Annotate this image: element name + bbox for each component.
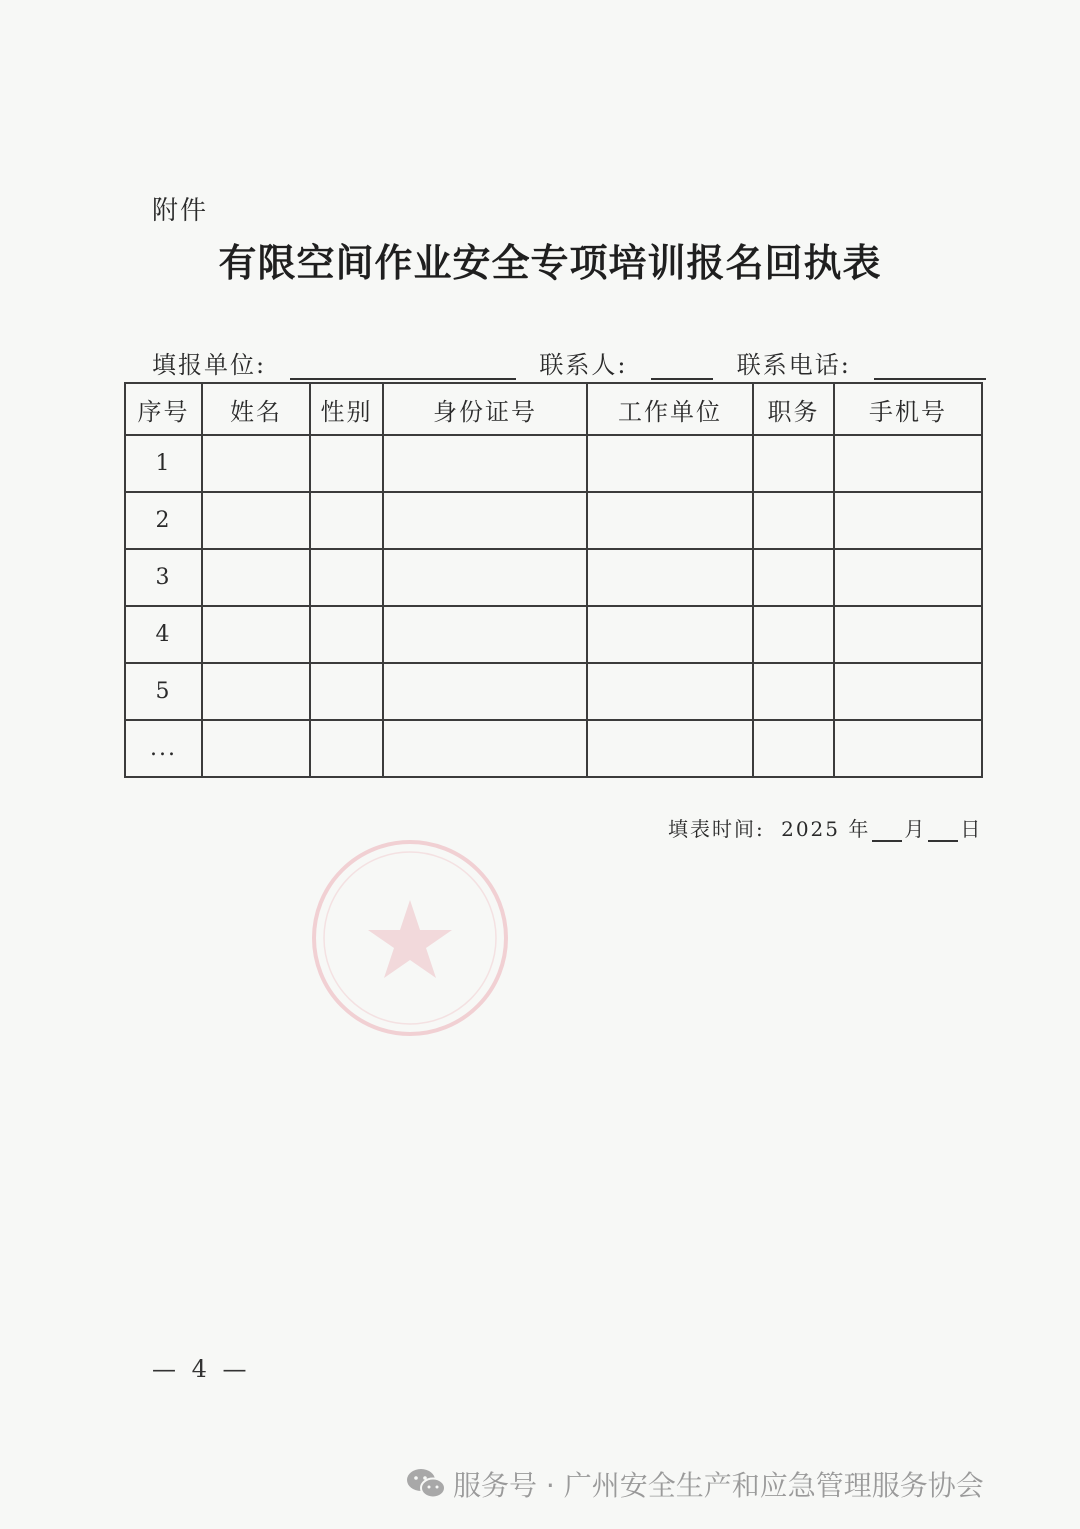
- position-cell[interactable]: [753, 663, 834, 720]
- fill-date-month-unit: 月: [904, 817, 927, 841]
- page-title: 有限空间作业安全专项培训报名回执表: [218, 240, 882, 285]
- table-row: [125, 663, 982, 720]
- name-cell[interactable]: [202, 663, 310, 720]
- work-unit-cell[interactable]: [587, 663, 753, 720]
- work-unit-cell[interactable]: [587, 492, 753, 549]
- name-cell[interactable]: [202, 606, 310, 663]
- position-cell[interactable]: [753, 435, 834, 492]
- id-number-cell[interactable]: [383, 549, 587, 606]
- seq-cell: ...: [125, 720, 202, 777]
- page-number: — 4 —: [152, 1355, 251, 1383]
- table-row: [125, 720, 982, 777]
- table-row: [125, 492, 982, 549]
- registration-table: [124, 382, 983, 778]
- fill-date-year-unit: 年: [848, 817, 871, 841]
- gender-cell[interactable]: [310, 720, 383, 777]
- seq-cell: 1: [125, 435, 202, 492]
- seq-cell: 3: [125, 549, 202, 606]
- work-unit-cell[interactable]: [587, 720, 753, 777]
- info-line: [152, 345, 986, 380]
- name-cell[interactable]: [202, 435, 310, 492]
- gender-cell[interactable]: [310, 549, 383, 606]
- phone-blank: [874, 354, 986, 380]
- header-name: 姓名: [202, 383, 310, 435]
- id-number-cell[interactable]: [383, 606, 587, 663]
- position-cell[interactable]: [753, 720, 834, 777]
- seq-cell: 4: [125, 606, 202, 663]
- unit-blank: [290, 354, 516, 380]
- day-blank[interactable]: [928, 822, 958, 842]
- watermark-text: 服务号 · 广州安全生产和应急管理服务协会: [453, 1469, 984, 1502]
- name-cell[interactable]: [202, 720, 310, 777]
- wechat-icon: [405, 1466, 447, 1502]
- table-header-row: [125, 383, 982, 435]
- name-cell[interactable]: [202, 549, 310, 606]
- table-row: [125, 606, 982, 663]
- table-row: [125, 435, 982, 492]
- fill-date: [668, 813, 982, 842]
- mobile-cell[interactable]: [834, 492, 982, 549]
- gender-cell[interactable]: [310, 663, 383, 720]
- work-unit-cell[interactable]: [587, 606, 753, 663]
- phone-label: 联系电话:: [736, 351, 851, 379]
- table-row: [125, 549, 982, 606]
- seq-cell: 2: [125, 492, 202, 549]
- fill-date-year: 2025: [781, 817, 841, 841]
- contact-blank: [651, 354, 713, 380]
- gender-cell[interactable]: [310, 606, 383, 663]
- header-mobile: 手机号: [834, 383, 982, 435]
- official-seal: [302, 838, 518, 1038]
- header-work-unit: 工作单位: [587, 383, 753, 435]
- work-unit-cell[interactable]: [587, 549, 753, 606]
- header-seq: 序号: [125, 383, 202, 435]
- unit-label: 填报单位:: [152, 351, 267, 379]
- gender-cell[interactable]: [310, 435, 383, 492]
- id-number-cell[interactable]: [383, 663, 587, 720]
- id-number-cell[interactable]: [383, 492, 587, 549]
- seq-cell: 5: [125, 663, 202, 720]
- id-number-cell[interactable]: [383, 435, 587, 492]
- month-blank[interactable]: [872, 822, 902, 842]
- work-unit-cell[interactable]: [587, 435, 753, 492]
- id-number-cell[interactable]: [383, 720, 587, 777]
- fill-date-label: 填表时间:: [668, 817, 765, 841]
- mobile-cell[interactable]: [834, 606, 982, 663]
- mobile-cell[interactable]: [834, 549, 982, 606]
- position-cell[interactable]: [753, 549, 834, 606]
- contact-label: 联系人:: [539, 351, 628, 379]
- watermark: [405, 1464, 984, 1504]
- gender-cell[interactable]: [310, 492, 383, 549]
- mobile-cell[interactable]: [834, 435, 982, 492]
- header-gender: 性别: [310, 383, 383, 435]
- mobile-cell[interactable]: [834, 720, 982, 777]
- position-cell[interactable]: [753, 492, 834, 549]
- name-cell[interactable]: [202, 492, 310, 549]
- header-position: 职务: [753, 383, 834, 435]
- attachment-label: 附件: [152, 196, 209, 226]
- mobile-cell[interactable]: [834, 663, 982, 720]
- header-id-number: 身份证号: [383, 383, 587, 435]
- position-cell[interactable]: [753, 606, 834, 663]
- fill-date-day-unit: 日: [960, 817, 983, 841]
